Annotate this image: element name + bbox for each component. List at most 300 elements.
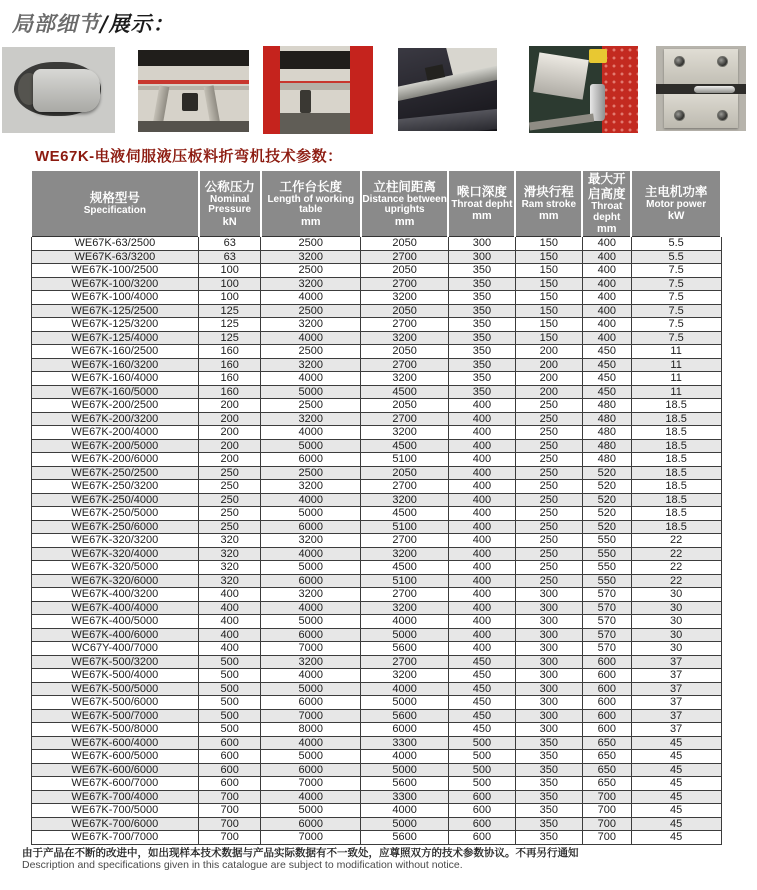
photo-shape	[280, 81, 350, 90]
table-row	[31, 291, 721, 305]
value-cell: 500	[448, 777, 515, 791]
value-cell: 160	[199, 358, 261, 372]
table-row	[31, 493, 721, 507]
value-cell: 6000	[261, 520, 361, 534]
value-cell: 7.5	[631, 304, 721, 318]
value-cell: 500	[199, 682, 261, 696]
value-cell: 3200	[361, 669, 449, 683]
value-cell: 570	[582, 615, 631, 629]
value-cell: 400	[448, 547, 515, 561]
value-cell: 37	[631, 709, 721, 723]
value-cell: 350	[448, 331, 515, 345]
spec-cell: WE67K-100/4000	[31, 291, 199, 305]
value-cell: 250	[515, 561, 582, 575]
spec-cell: WE67K-125/4000	[31, 331, 199, 345]
table-row	[31, 264, 721, 278]
table-row	[31, 709, 721, 723]
table-row	[31, 399, 721, 413]
value-cell: 3200	[361, 547, 449, 561]
value-cell: 450	[448, 669, 515, 683]
photo-shape	[138, 121, 249, 132]
spec-cell: WE67K-250/3200	[31, 480, 199, 494]
value-cell: 320	[199, 574, 261, 588]
spec-cell: WE67K-700/5000	[31, 804, 199, 818]
value-cell: 37	[631, 655, 721, 669]
value-cell: 450	[448, 723, 515, 737]
value-cell: 4000	[261, 493, 361, 507]
value-cell: 3200	[261, 277, 361, 291]
value-cell: 160	[199, 372, 261, 386]
value-cell: 5600	[361, 831, 449, 845]
page-title	[12, 8, 175, 38]
value-cell: 500	[199, 696, 261, 710]
photo-shape	[602, 46, 638, 133]
value-cell: 22	[631, 547, 721, 561]
value-cell: 520	[582, 480, 631, 494]
value-cell: 5600	[361, 709, 449, 723]
value-cell: 350	[515, 750, 582, 764]
value-cell: 2500	[261, 237, 361, 251]
value-cell: 2050	[361, 304, 449, 318]
column-header: 主电机功率 Motor power kW	[631, 170, 721, 237]
spec-cell: WE67K-500/7000	[31, 709, 199, 723]
value-cell: 5000	[261, 682, 361, 696]
spec-cell: WE67K-160/3200	[31, 358, 199, 372]
value-cell: 63	[199, 237, 261, 251]
value-cell: 3300	[361, 736, 449, 750]
value-cell: 650	[582, 736, 631, 750]
value-cell: 2700	[361, 358, 449, 372]
bolt-head-icon	[674, 110, 685, 121]
spec-cell: WE67K-250/2500	[31, 466, 199, 480]
value-cell: 30	[631, 588, 721, 602]
table-row	[31, 439, 721, 453]
value-cell: 350	[515, 817, 582, 831]
value-cell: 400	[199, 628, 261, 642]
spec-cell: WE67K-160/4000	[31, 372, 199, 386]
value-cell: 320	[199, 534, 261, 548]
spec-cell: WE67K-600/4000	[31, 736, 199, 750]
value-cell: 37	[631, 682, 721, 696]
value-cell: 150	[515, 277, 582, 291]
spec-cell: WE67K-320/5000	[31, 561, 199, 575]
value-cell: 300	[515, 669, 582, 683]
table-row	[31, 547, 721, 561]
table-row	[31, 507, 721, 521]
table-row	[31, 534, 721, 548]
value-cell: 250	[515, 534, 582, 548]
table-row	[31, 628, 721, 642]
value-cell: 18.5	[631, 493, 721, 507]
photo-shape	[529, 114, 595, 131]
value-cell: 600	[199, 750, 261, 764]
value-cell: 4000	[361, 615, 449, 629]
value-cell: 5600	[361, 777, 449, 791]
column-header: 规格型号 Specification	[31, 170, 199, 237]
value-cell: 400	[448, 520, 515, 534]
value-cell: 350	[448, 264, 515, 278]
value-cell: 150	[515, 318, 582, 332]
value-cell: 200	[199, 412, 261, 426]
value-cell: 200	[515, 372, 582, 386]
value-cell: 63	[199, 250, 261, 264]
spec-cell: WE67K-600/6000	[31, 763, 199, 777]
value-cell: 22	[631, 574, 721, 588]
value-cell: 150	[515, 291, 582, 305]
value-cell: 7.5	[631, 291, 721, 305]
value-cell: 2500	[261, 466, 361, 480]
value-cell: 300	[515, 696, 582, 710]
value-cell: 570	[582, 588, 631, 602]
value-cell: 4000	[361, 804, 449, 818]
value-cell: 480	[582, 399, 631, 413]
spec-table-header	[31, 170, 721, 237]
value-cell: 400	[448, 466, 515, 480]
value-cell: 520	[582, 466, 631, 480]
table-row	[31, 696, 721, 710]
column-header: 公称压力 Nominal Pressure kN	[199, 170, 261, 237]
value-cell: 150	[515, 264, 582, 278]
value-cell: 4000	[261, 331, 361, 345]
spec-cell: WE67K-600/7000	[31, 777, 199, 791]
value-cell: 400	[448, 561, 515, 575]
value-cell: 18.5	[631, 507, 721, 521]
footnote-english: Description and specifications given in this catalogue are subject to modification without notice.	[22, 859, 463, 871]
value-cell: 2500	[261, 345, 361, 359]
value-cell: 350	[448, 358, 515, 372]
value-cell: 5100	[361, 453, 449, 467]
table-row	[31, 520, 721, 534]
value-cell: 400	[199, 642, 261, 656]
spec-cell: WE67K-160/2500	[31, 345, 199, 359]
footnote	[22, 847, 579, 871]
value-cell: 7.5	[631, 331, 721, 345]
value-cell: 11	[631, 345, 721, 359]
value-cell: 450	[582, 345, 631, 359]
value-cell: 18.5	[631, 453, 721, 467]
table-row	[31, 412, 721, 426]
value-cell: 250	[515, 426, 582, 440]
value-cell: 18.5	[631, 412, 721, 426]
spec-cell: WE67K-500/5000	[31, 682, 199, 696]
table-row	[31, 736, 721, 750]
value-cell: 3200	[361, 601, 449, 615]
value-cell: 600	[582, 655, 631, 669]
value-cell: 22	[631, 534, 721, 548]
value-cell: 400	[448, 642, 515, 656]
value-cell: 125	[199, 331, 261, 345]
value-cell: 500	[448, 750, 515, 764]
value-cell: 700	[582, 817, 631, 831]
value-cell: 400	[448, 615, 515, 629]
value-cell: 150	[515, 250, 582, 264]
value-cell: 400	[582, 291, 631, 305]
value-cell: 600	[448, 804, 515, 818]
table-row	[31, 669, 721, 683]
value-cell: 6000	[361, 723, 449, 737]
value-cell: 2050	[361, 345, 449, 359]
value-cell: 700	[582, 831, 631, 845]
value-cell: 500	[199, 709, 261, 723]
value-cell: 500	[199, 655, 261, 669]
value-cell: 6000	[261, 817, 361, 831]
value-cell: 400	[582, 331, 631, 345]
value-cell: 250	[515, 493, 582, 507]
table-row	[31, 588, 721, 602]
value-cell: 250	[199, 480, 261, 494]
value-cell: 3200	[261, 655, 361, 669]
table-row	[31, 466, 721, 480]
value-cell: 4000	[261, 669, 361, 683]
value-cell: 400	[448, 453, 515, 467]
photo-shape	[138, 80, 249, 84]
value-cell: 3200	[361, 331, 449, 345]
value-cell: 5000	[361, 817, 449, 831]
photo-shape	[398, 65, 497, 102]
value-cell: 3200	[261, 358, 361, 372]
table-row	[31, 804, 721, 818]
value-cell: 250	[199, 520, 261, 534]
value-cell: 400	[448, 588, 515, 602]
value-cell: 8000	[261, 723, 361, 737]
value-cell: 2500	[261, 399, 361, 413]
table-row	[31, 250, 721, 264]
value-cell: 250	[515, 453, 582, 467]
value-cell: 200	[199, 439, 261, 453]
value-cell: 300	[515, 655, 582, 669]
value-cell: 350	[515, 790, 582, 804]
value-cell: 5000	[261, 615, 361, 629]
photo-shape	[533, 53, 589, 100]
value-cell: 30	[631, 628, 721, 642]
value-cell: 7.5	[631, 264, 721, 278]
value-cell: 700	[582, 790, 631, 804]
value-cell: 30	[631, 615, 721, 629]
value-cell: 18.5	[631, 520, 721, 534]
spec-cell: WE67K-250/5000	[31, 507, 199, 521]
value-cell: 450	[448, 709, 515, 723]
value-cell: 5000	[261, 804, 361, 818]
value-cell: 4000	[261, 601, 361, 615]
value-cell: 11	[631, 385, 721, 399]
value-cell: 7000	[261, 709, 361, 723]
value-cell: 350	[515, 763, 582, 777]
spec-cell: WE67K-125/3200	[31, 318, 199, 332]
value-cell: 3200	[361, 372, 449, 386]
value-cell: 18.5	[631, 480, 721, 494]
value-cell: 2050	[361, 466, 449, 480]
photo-shape	[138, 50, 249, 66]
value-cell: 4000	[261, 291, 361, 305]
value-cell: 300	[515, 628, 582, 642]
value-cell: 45	[631, 736, 721, 750]
column-header: 最大开启高度 Throat depht mm	[582, 170, 631, 237]
value-cell: 500	[448, 763, 515, 777]
value-cell: 18.5	[631, 426, 721, 440]
value-cell: 700	[199, 804, 261, 818]
value-cell: 2700	[361, 250, 449, 264]
table-row	[31, 304, 721, 318]
value-cell: 150	[515, 304, 582, 318]
value-cell: 37	[631, 696, 721, 710]
value-cell: 45	[631, 804, 721, 818]
value-cell: 4000	[361, 682, 449, 696]
value-cell: 450	[582, 385, 631, 399]
table-row	[31, 318, 721, 332]
value-cell: 400	[448, 493, 515, 507]
value-cell: 7.5	[631, 318, 721, 332]
value-cell: 550	[582, 561, 631, 575]
value-cell: 400	[448, 412, 515, 426]
value-cell: 5000	[261, 439, 361, 453]
value-cell: 250	[199, 493, 261, 507]
value-cell: 400	[448, 439, 515, 453]
value-cell: 160	[199, 345, 261, 359]
spec-cell: WE67K-100/2500	[31, 264, 199, 278]
spec-cell: WE67K-100/3200	[31, 277, 199, 291]
value-cell: 5100	[361, 574, 449, 588]
value-cell: 600	[582, 723, 631, 737]
value-cell: 480	[582, 426, 631, 440]
value-cell: 400	[448, 601, 515, 615]
table-row	[31, 682, 721, 696]
value-cell: 600	[582, 669, 631, 683]
value-cell: 200	[199, 453, 261, 467]
value-cell: 300	[448, 237, 515, 251]
value-cell: 4500	[361, 439, 449, 453]
value-cell: 550	[582, 534, 631, 548]
value-cell: 18.5	[631, 439, 721, 453]
value-cell: 250	[199, 466, 261, 480]
value-cell: 480	[582, 453, 631, 467]
photo-shape	[182, 93, 198, 111]
bolt-head-icon	[717, 110, 728, 121]
spec-cell: WE67K-700/6000	[31, 817, 199, 831]
table-row	[31, 372, 721, 386]
value-cell: 18.5	[631, 399, 721, 413]
page-title-light: 局部细节	[12, 11, 100, 36]
value-cell: 4000	[361, 750, 449, 764]
spec-cell: WE67K-400/4000	[31, 601, 199, 615]
value-cell: 250	[515, 507, 582, 521]
value-cell: 350	[515, 736, 582, 750]
photo-shape	[589, 49, 608, 62]
table-row	[31, 615, 721, 629]
value-cell: 400	[582, 304, 631, 318]
table-row	[31, 358, 721, 372]
value-cell: 150	[515, 237, 582, 251]
value-cell: 350	[448, 277, 515, 291]
value-cell: 550	[582, 574, 631, 588]
value-cell: 250	[515, 547, 582, 561]
value-cell: 2050	[361, 399, 449, 413]
value-cell: 400	[199, 588, 261, 602]
table-row	[31, 642, 721, 656]
value-cell: 300	[515, 588, 582, 602]
value-cell: 45	[631, 777, 721, 791]
value-cell: 2700	[361, 480, 449, 494]
spec-cell: WE67K-320/3200	[31, 534, 199, 548]
spec-cell: WE67K-200/6000	[31, 453, 199, 467]
table-row	[31, 763, 721, 777]
value-cell: 300	[448, 250, 515, 264]
footnote-chinese: 由于产品在不断的改进中，如出现样本技术数据与产品实际数据有不一致处，应尊照双方的技术参数协议。不再另行通知	[22, 847, 579, 859]
value-cell: 6000	[261, 696, 361, 710]
value-cell: 200	[515, 358, 582, 372]
value-cell: 5000	[361, 696, 449, 710]
value-cell: 570	[582, 642, 631, 656]
value-cell: 2700	[361, 655, 449, 669]
value-cell: 5000	[261, 750, 361, 764]
value-cell: 600	[448, 831, 515, 845]
value-cell: 4000	[261, 736, 361, 750]
value-cell: 400	[448, 480, 515, 494]
value-cell: 5000	[261, 561, 361, 575]
value-cell: 5000	[261, 507, 361, 521]
value-cell: 450	[448, 655, 515, 669]
value-cell: 500	[448, 736, 515, 750]
value-cell: 350	[448, 372, 515, 386]
value-cell: 5.5	[631, 237, 721, 251]
spec-cell: WE67K-320/4000	[31, 547, 199, 561]
spec-cell: WC67Y-400/7000	[31, 642, 199, 656]
value-cell: 500	[199, 669, 261, 683]
value-cell: 400	[448, 628, 515, 642]
value-cell: 320	[199, 561, 261, 575]
value-cell: 2500	[261, 264, 361, 278]
value-cell: 100	[199, 291, 261, 305]
spec-cell: WE67K-500/8000	[31, 723, 199, 737]
value-cell: 600	[582, 696, 631, 710]
value-cell: 400	[582, 264, 631, 278]
value-cell: 600	[448, 817, 515, 831]
value-cell: 250	[515, 399, 582, 413]
column-header: 滑块行程 Ram stroke mm	[515, 170, 582, 237]
value-cell: 100	[199, 264, 261, 278]
value-cell: 250	[515, 520, 582, 534]
value-cell: 200	[515, 385, 582, 399]
photo-shape	[350, 46, 373, 134]
value-cell: 400	[448, 426, 515, 440]
section-heading: WE67K-电液伺服液压板料折弯机技术参数：	[35, 148, 343, 165]
spec-cell: WE67K-200/4000	[31, 426, 199, 440]
value-cell: 5.5	[631, 250, 721, 264]
value-cell: 4000	[261, 547, 361, 561]
value-cell: 2050	[361, 237, 449, 251]
table-row	[31, 790, 721, 804]
spec-cell: WE67K-250/6000	[31, 520, 199, 534]
table-row	[31, 817, 721, 831]
table-row	[31, 453, 721, 467]
value-cell: 2500	[261, 304, 361, 318]
spec-table	[30, 169, 722, 845]
value-cell: 45	[631, 750, 721, 764]
value-cell: 250	[515, 574, 582, 588]
value-cell: 250	[515, 412, 582, 426]
spec-cell: WE67K-400/5000	[31, 615, 199, 629]
value-cell: 6000	[261, 763, 361, 777]
value-cell: 3200	[261, 412, 361, 426]
value-cell: 5000	[361, 763, 449, 777]
value-cell: 45	[631, 763, 721, 777]
table-row	[31, 237, 721, 251]
value-cell: 500	[199, 723, 261, 737]
value-cell: 6000	[261, 453, 361, 467]
value-cell: 300	[515, 709, 582, 723]
photo-shape	[263, 46, 280, 134]
value-cell: 5000	[361, 628, 449, 642]
value-cell: 2700	[361, 588, 449, 602]
